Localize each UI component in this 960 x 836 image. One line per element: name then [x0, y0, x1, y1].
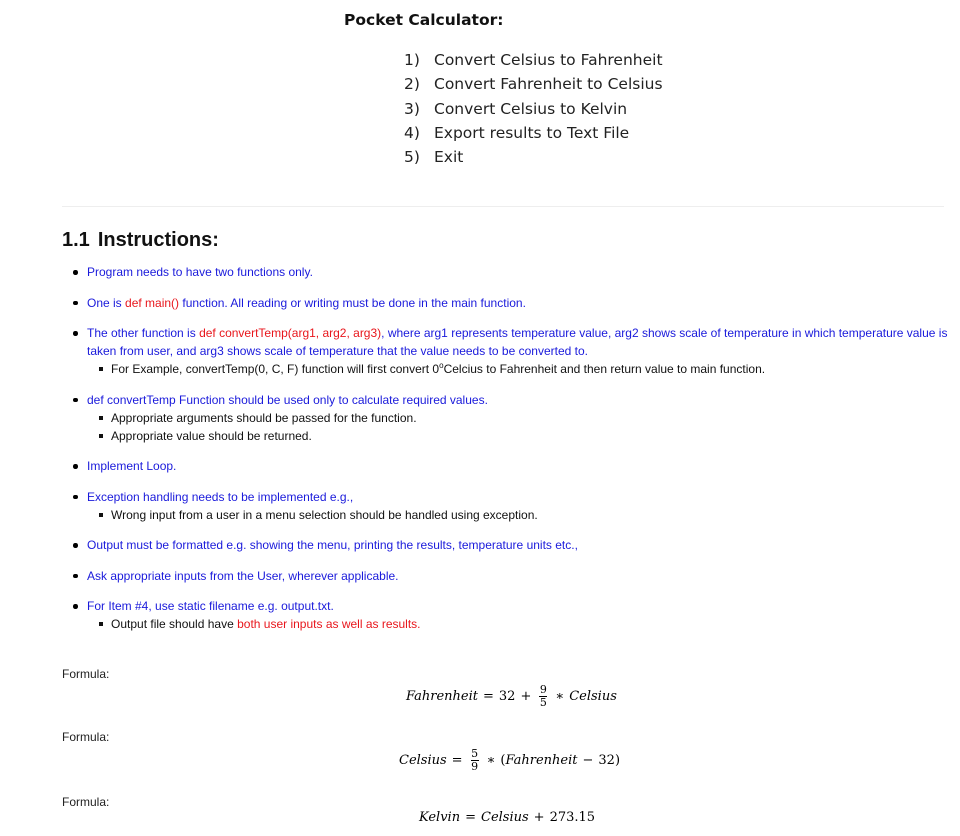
menu-item — [404, 73, 663, 97]
instruction-text: Implement Loop. — [87, 459, 177, 473]
menu-item-label: Convert Celsius to Kelvin — [434, 99, 628, 118]
instruction-text: Program needs to have two functions only. — [87, 265, 313, 279]
instruction-text: function. All reading or writing must be done in the main function. — [179, 295, 526, 310]
formula-kelvin — [419, 810, 595, 825]
menu-item — [404, 122, 663, 146]
instruction-sublist — [87, 360, 948, 378]
fraction-numerator: 9 — [539, 683, 547, 696]
instruction-item — [62, 263, 948, 281]
fraction-denominator: 9 — [471, 760, 479, 773]
formula-op: = — [483, 689, 494, 704]
menu-item-label: Convert Celsius to Fahrenheit — [434, 51, 663, 69]
instruction-text: Celcius to Fahrenheit and then return value to main function. — [443, 362, 766, 376]
menu-item — [404, 49, 663, 73]
formula-paren: ( — [500, 753, 506, 768]
formula-op: = — [465, 810, 476, 825]
menu-item-number: 5) — [404, 148, 420, 167]
instruction-text: Output must be formatted e.g. showing the menu, printing the results, temperature units etc., — [87, 538, 578, 552]
fraction-denominator: 5 — [539, 696, 547, 709]
instruction-sublist — [87, 615, 948, 633]
formula-var: Celsius — [399, 753, 447, 768]
formula-label: Formula: — [62, 730, 110, 744]
formula-celsius — [399, 748, 620, 773]
instruction-subitem: Appropriate arguments should be passed for the function. — [87, 409, 948, 427]
instruction-item — [62, 567, 948, 585]
formula-var: Kelvin — [419, 810, 461, 825]
degree-superscript: o — [439, 361, 444, 370]
formula-label: Formula: — [62, 795, 110, 809]
formula-label: Formula: — [62, 667, 110, 681]
instruction-code: def convertTemp(arg1, arg2, arg3) — [199, 326, 382, 340]
menu-item-number: 3) — [404, 99, 420, 118]
instruction-item — [62, 294, 948, 312]
formula-fahrenheit — [406, 684, 617, 709]
instruction-text: def convertTemp Function should be used only to calculate required values. — [87, 392, 488, 407]
instruction-text: Exception handling needs to be implemented e.g., — [87, 489, 354, 504]
formula-var: Celsius — [481, 810, 529, 825]
formula-op: + — [520, 689, 532, 704]
formula-fraction — [471, 748, 479, 773]
instruction-subitem — [87, 360, 948, 378]
instruction-item — [62, 391, 948, 445]
section-number: 1.1 — [62, 229, 90, 251]
menu-item-number: 4) — [404, 123, 420, 142]
section-title-text: Instructions: — [97, 229, 219, 251]
formula-var: Fahrenheit — [505, 753, 578, 768]
formula-const: 32 — [498, 689, 516, 704]
menu-item-label: Convert Fahrenheit to Celsius — [434, 75, 663, 94]
calculator-title: Pocket Calculator: — [344, 11, 504, 29]
calculator-menu — [404, 49, 663, 170]
instructions-list — [62, 263, 948, 646]
formula-paren: ) — [614, 753, 621, 768]
instruction-item — [62, 536, 948, 554]
instruction-highlight: both user inputs as well as results. — [237, 617, 421, 631]
instruction-text: One is — [87, 295, 126, 310]
instruction-item — [62, 324, 948, 378]
formula-op: − — [582, 753, 594, 768]
instruction-text: , where arg1 represents temperature value, arg2 shows scale of temperature in which temperature value is taken from user, and arg3 shows scale of temperature that the value needs to be converted to. — [87, 326, 948, 358]
instruction-text: Ask appropriate inputs from the User, wherever applicable. — [87, 568, 399, 583]
instruction-item — [62, 457, 948, 475]
menu-item-label: Exit — [434, 148, 464, 167]
instruction-text: For Item #4, use static filename e.g. output.txt. — [87, 599, 334, 613]
instruction-text: Output file should have — [111, 617, 238, 631]
formula-op: ∗ — [486, 753, 496, 768]
instruction-sublist — [87, 506, 948, 524]
instruction-subitem — [87, 615, 948, 633]
formula-var: Celsius — [569, 689, 617, 704]
formula-fraction — [539, 684, 547, 709]
formula-op: = — [451, 753, 463, 768]
instruction-text: The other function is — [87, 326, 200, 340]
menu-item — [404, 146, 663, 170]
section-heading — [62, 229, 219, 252]
formula-op: + — [533, 810, 545, 825]
instruction-code: def main() — [125, 295, 180, 310]
fraction-numerator: 5 — [471, 747, 479, 760]
instruction-item — [62, 488, 948, 524]
menu-item — [404, 98, 663, 122]
instruction-subitem: Appropriate value should be returned. — [87, 427, 948, 445]
instruction-sublist — [87, 409, 948, 445]
formula-var: Fahrenheit — [406, 689, 478, 704]
instruction-item — [62, 597, 948, 633]
formula-op: ∗ — [555, 689, 565, 704]
menu-item-label: Export results to Text File — [434, 123, 630, 142]
menu-item-number: 1) — [404, 51, 420, 69]
formula-const: 273.15 — [549, 810, 596, 825]
menu-item-number: 2) — [404, 75, 420, 94]
instruction-text: For Example, convertTemp(0, C, F) function will first convert 0 — [111, 362, 440, 376]
section-divider — [62, 206, 944, 207]
instruction-subitem: Wrong input from a user in a menu selection should be handled using exception. — [87, 506, 948, 524]
formula-const: 32 — [598, 753, 615, 768]
